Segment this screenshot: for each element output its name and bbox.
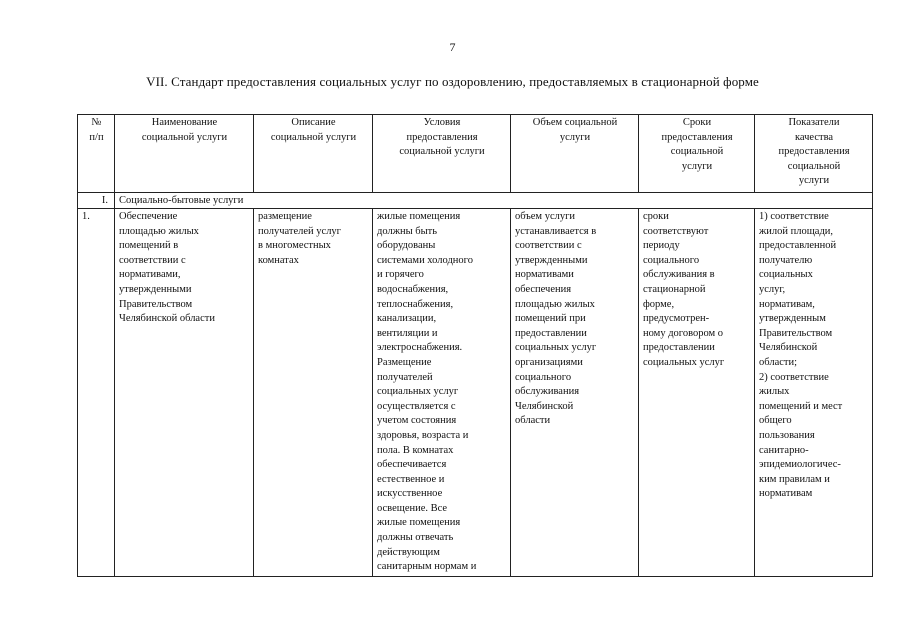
- row-service-name: Обеспечение площадью жилых помещений в соответствии с нормативами, утвержденными Правительством Челябинской области: [115, 209, 254, 577]
- header-number: № п/п: [78, 115, 115, 193]
- group-number: I.: [78, 193, 115, 209]
- table-group-row: [78, 193, 873, 209]
- row-volume: объем услуги устанавливается в соответствии с утвержденными нормативами обеспечения площадью жилых помещений при предоставлении социальных услуг организациями социального обслуживания Челябинской области: [511, 209, 639, 577]
- services-standard-table: [77, 114, 873, 577]
- header-service-description: Описание социальной услуги: [254, 115, 373, 193]
- header-terms: Сроки предоставления социальной услуги: [639, 115, 755, 193]
- page-number: 7: [449, 40, 456, 54]
- table-row: [78, 209, 873, 577]
- header-quality-indicators: Показатели качества предоставления социальной услуги: [755, 115, 873, 193]
- header-conditions: Условия предоставления социальной услуги: [373, 115, 511, 193]
- row-service-description: размещение получателей услуг в многоместных комнатах: [254, 209, 373, 577]
- group-label: Социально-бытовые услуги: [115, 193, 873, 209]
- header-service-name: Наименование социальной услуги: [115, 115, 254, 193]
- row-quality-indicators: 1) соответствие жилой площади, предоставленной получателю социальных услуг, нормативам, утвержденным Правительством Челябинской области; 2) соответствие жилых помещений и мест общего пользования санитарно- эпидемиологичес- ким правилам и нормативам: [755, 209, 873, 577]
- row-terms: сроки соответствуют периоду социального обслуживания в стационарной форме, предусмотрен- ному договором о предоставлении социальных услуг: [639, 209, 755, 577]
- section-title: VII. Стандарт предоставления социальных услуг по оздоровлению, предоставляемых в стационарной форме: [146, 74, 759, 89]
- row-number: 1.: [78, 209, 115, 577]
- header-volume: Объем социальной услуги: [511, 115, 639, 193]
- table-header-row: [78, 115, 873, 193]
- row-conditions: жилые помещения должны быть оборудованы системами холодного и горячего водоснабжения, теплоснабжения, канализации, вентиляции и электроснабжения. Размещение получателей социальных услуг осуществляется с учетом состояния здоровья, возраста и пола. В комнатах обеспечивается естественное и искусственное освещение. Все жилые помещения должны отвечать действующим санитарным нормам и: [373, 209, 511, 577]
